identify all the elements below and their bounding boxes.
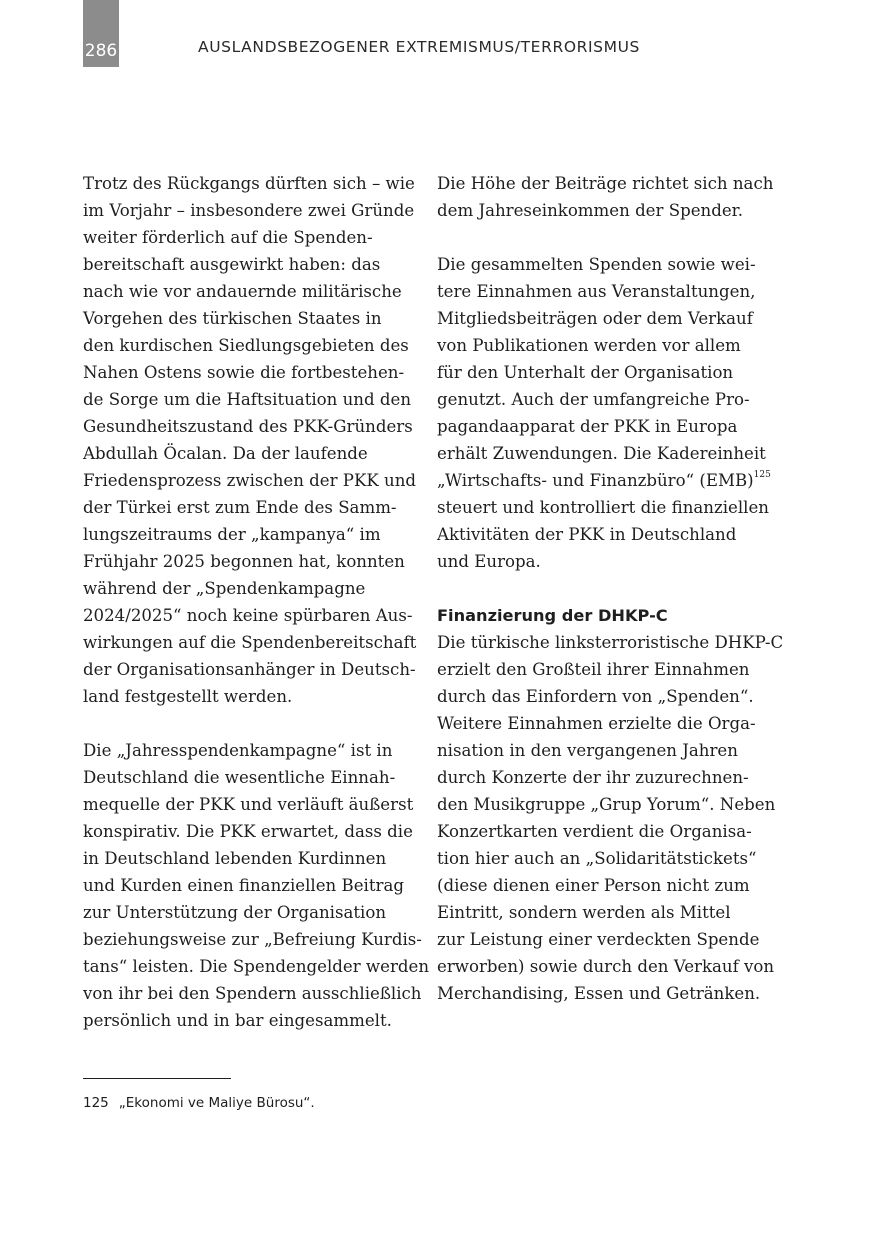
text-line: Mitgliedsbeiträgen oder dem Verkauf — [437, 309, 753, 328]
text-line: durch Konzerte der ihr zuzurechnen- — [437, 768, 749, 787]
paragraph-gap — [437, 224, 763, 251]
text-line: land festgestellt werden. — [83, 687, 293, 706]
text-line: Weitere Einnahmen erzielte die Orga- — [437, 714, 756, 733]
text-line: in Deutschland lebenden Kurdinnen — [83, 849, 387, 868]
text-line: Die türkische linksterroristische DHKP-C — [437, 633, 784, 652]
text-line: genutzt. Auch der umfangreiche Pro- — [437, 390, 750, 409]
running-title: AUSLANDSBEZOGENER EXTREMISMUS/TERRORISMUS — [198, 38, 640, 56]
text-line: der Türkei erst zum Ende des Samm- — [83, 498, 397, 517]
text-line: von ihr bei den Spendern ausschließlich — [83, 984, 422, 1003]
footnote-text: „Ekonomi ve Maliye Bürosu“. — [118, 1095, 315, 1111]
paragraph — [437, 629, 784, 1007]
text-line: Aktivitäten der PKK in Deutschland — [437, 525, 737, 544]
text-line: Frühjahr 2025 begonnen hat, konnten — [83, 552, 405, 571]
text-line: dem Jahreseinkommen der Spender. — [437, 201, 744, 220]
footnote — [83, 1095, 315, 1111]
paragraph — [83, 737, 430, 1034]
text-line: bereitschaft ausgewirkt haben: das — [83, 255, 381, 274]
text-line: durch das Einfordern von „Spenden“. — [437, 687, 754, 706]
text-line: nach wie vor andauernde militärische — [83, 282, 402, 301]
left-column — [83, 170, 430, 1034]
text-line: Deutschland die wesentliche Einnah- — [83, 768, 396, 787]
text-line: Nahen Ostens sowie die fortbestehen- — [83, 363, 405, 382]
text-line: mequelle der PKK und verläuft äußerst — [83, 795, 414, 814]
text-line: Konzertkarten verdient die Organisa- — [437, 822, 752, 841]
footnote-reference[interactable]: 125 — [753, 470, 771, 481]
paragraph — [437, 170, 774, 224]
text-line: pagandaapparat der PKK in Europa — [437, 417, 738, 436]
text-line: Friedensprozess zwischen der PKK und — [83, 471, 417, 490]
paragraph-gap — [83, 710, 405, 737]
text-line: tans“ leisten. Die Spendengelder werden — [83, 957, 430, 976]
page-number-tab — [83, 0, 119, 67]
text-line: Die „Jahresspendenkampagne“ ist in — [83, 741, 393, 760]
text-line: steuert und kontrolliert die finanziellen — [437, 498, 769, 517]
text-line: de Sorge um die Haftsituation und den — [83, 390, 412, 409]
text-line: weiter förderlich auf die Spenden- — [83, 228, 373, 247]
text-line: im Vorjahr – insbesondere zwei Gründe — [83, 201, 415, 220]
text-line: zur Unterstützung der Organisation — [83, 903, 387, 922]
text-line: 2024/2025“ noch keine spürbaren Aus- — [83, 606, 413, 625]
text-line: Abdullah Öcalan. Da der laufende — [83, 444, 368, 463]
paragraph — [437, 251, 771, 575]
text-line: nisation in den vergangenen Jahren — [437, 741, 738, 760]
text-line: Eintritt, sondern werden als Mittel — [437, 903, 731, 922]
paragraph — [83, 170, 417, 710]
text-line: Gesundheitszustand des PKK-Gründers — [83, 417, 413, 436]
text-line: persönlich und in bar eingesammelt. — [83, 1011, 392, 1030]
text-line: und Kurden einen finanziellen Beitrag — [83, 876, 404, 895]
text-line-with-footnote-ref — [437, 467, 771, 494]
text-line: Trotz des Rückgangs dürften sich – wie — [83, 174, 415, 193]
text-line: und Europa. — [437, 552, 541, 571]
text-line: Die Höhe der Beiträge richtet sich nach — [437, 174, 774, 193]
text-line: erworben) sowie durch den Verkauf von — [437, 957, 775, 976]
text-line: von Publikationen werden vor allem — [437, 336, 741, 355]
text-line-segment: „Wirtschafts- und Finanzbüro“ (EMB) — [437, 471, 754, 490]
text-line: tion hier auch an „Solidaritätstickets“ — [437, 849, 757, 868]
text-line: erzielt den Großteil ihrer Einnahmen — [437, 660, 750, 679]
text-line: während der „Spendenkampagne — [83, 579, 366, 598]
text-line: den Musikgruppe „Grup Yorum“. Neben — [437, 795, 776, 814]
page-number: 286 — [84, 41, 118, 61]
text-line: der Organisationsanhänger in Deutsch- — [83, 660, 416, 679]
text-line: lungszeitraums der „kampanya“ im — [83, 525, 381, 544]
text-line: Merchandising, Essen und Getränken. — [437, 984, 761, 1003]
text-line: zur Leistung einer verdeckten Spende — [437, 930, 760, 949]
text-line: Vorgehen des türkischen Staates in — [83, 309, 382, 328]
text-line: für den Unterhalt der Organisation — [437, 363, 734, 382]
text-line: (diese dienen einer Person nicht zum — [437, 876, 750, 895]
right-column — [437, 170, 784, 1007]
paragraph-gap — [437, 575, 763, 602]
text-line: tere Einnahmen aus Veranstaltungen, — [437, 282, 756, 301]
text-line: beziehungsweise zur „Befreiung Kurdis- — [83, 930, 422, 949]
text-line: Die gesammelten Spenden sowie wei- — [437, 255, 756, 274]
text-line: den kurdischen Siedlungsgebieten des — [83, 336, 409, 355]
footnote-divider — [83, 1078, 231, 1079]
text-line: konspirativ. Die PKK erwartet, dass die — [83, 822, 413, 841]
footnote-number: 125 — [83, 1095, 109, 1111]
text-line: wirkungen auf die Spendenbereitschaft — [83, 633, 417, 652]
text-line: erhält Zuwendungen. Die Kadereinheit — [437, 444, 766, 463]
section-heading: Finanzierung der DHKP-C — [437, 606, 668, 625]
